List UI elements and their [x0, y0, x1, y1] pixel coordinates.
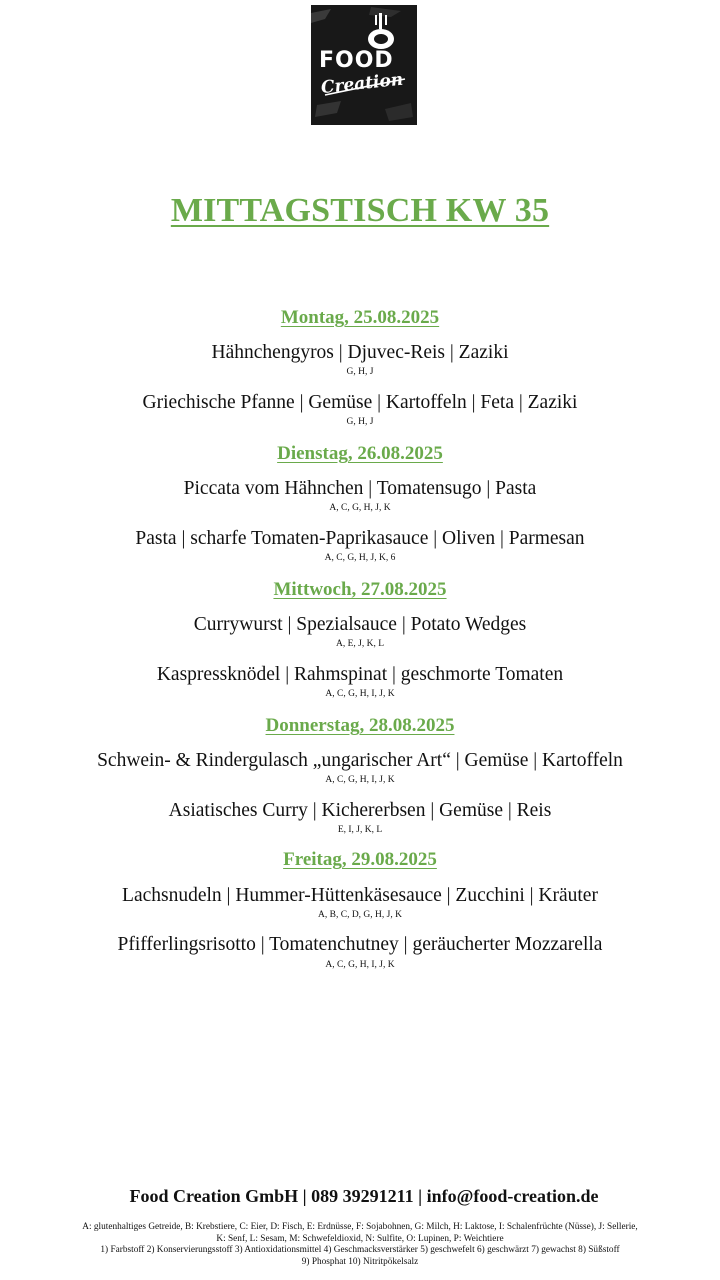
svg-text:FOOD: FOOD: [319, 48, 394, 73]
dish-name: Lachsnudeln | Hummer-Hüttenkäsesauce | Zucchini | Kräuter: [122, 885, 598, 906]
legend-line: 1) Farbstoff 2) Konservierungsstoff 3) Antioxidationsmittel 4) Geschmacksverstärker 5) geschwefelt 6) geschwärzt 7) gewachst 8) Süßstoff: [100, 1245, 620, 1255]
dish-allergens: A, C, G, H, J, K, 6: [324, 553, 396, 563]
dish-name: Pasta | scharfe Tomaten-Paprikasauce | Oliven | Parmesan: [135, 528, 585, 549]
day-heading-monday: Montag, 25.08.2025: [280, 307, 440, 328]
svg-text:Creation: Creation: [320, 69, 405, 99]
dish-allergens: A, B, C, D, G, H, J, K: [318, 910, 402, 920]
day-heading-thursday: Donnerstag, 28.08.2025: [265, 715, 455, 736]
dish-name: Schwein- & Rindergulasch „ungarischer Art“ | Gemüse | Kartoffeln: [97, 750, 623, 771]
dish-allergens: G, H, J: [346, 417, 374, 427]
day-heading-tuesday: Dienstag, 26.08.2025: [277, 443, 443, 464]
dish-name: Pfifferlingsrisotto | Tomatenchutney | geräucherter Mozzarella: [117, 934, 603, 955]
contact-line: Food Creation GmbH | 089 39291211 | info@food-creation.de: [129, 1186, 599, 1206]
day-heading-friday: Freitag, 29.08.2025: [283, 849, 437, 870]
dish-allergens: A, C, G, H, J, K: [329, 503, 391, 513]
legend-line: K: Senf, L: Sesam, M: Schwefeldioxid, N: Sulfite, O: Lupinen, P: Weichtiere: [216, 1233, 504, 1244]
dish-allergens: G, H, J: [346, 367, 374, 377]
dish-name: Kaspressknödel | Rahmspinat | geschmorte Tomaten: [156, 664, 564, 685]
allergen-legend: [10, 1222, 710, 1268]
dish-name: Griechische Pfanne | Gemüse | Kartoffeln | Feta | Zaziki: [142, 392, 578, 413]
dish-name: Piccata vom Hähnchen | Tomatensugo | Pasta: [183, 478, 537, 499]
legend-line: 9) Phosphat 10) Nitritpökelsalz: [301, 1256, 419, 1267]
dish-allergens: A, E, J, K, L: [335, 639, 385, 649]
dish-allergens: A, C, G, H, I, J, K: [325, 775, 395, 785]
dish-name: Hähnchengyros | Djuvec-Reis | Zaziki: [211, 342, 509, 363]
dish-name: Currywurst | Spezialsauce | Potato Wedges: [193, 614, 527, 635]
dish-allergens: A, C, G, H, I, J, K: [325, 960, 395, 970]
day-heading-wednesday: Mittwoch, 27.08.2025: [273, 579, 447, 600]
page-title: MITTAGSTISCH KW 35: [170, 192, 550, 229]
food-creation-logo: [311, 5, 417, 125]
dish-name: Asiatisches Curry | Kichererbsen | Gemüse | Reis: [168, 800, 552, 821]
dish-allergens: E, I, J, K, L: [337, 825, 383, 835]
legend-line: A: glutenhaltiges Getreide, B: Krebstiere, C: Eier, D: Fisch, E: Erdnüsse, F: Sojabohnen, G: Milch, H: Laktose, I: Schalenfrüchte (Nüsse), J: Sellerie,: [82, 1222, 638, 1232]
dish-allergens: A, C, G, H, I, J, K: [325, 689, 395, 699]
